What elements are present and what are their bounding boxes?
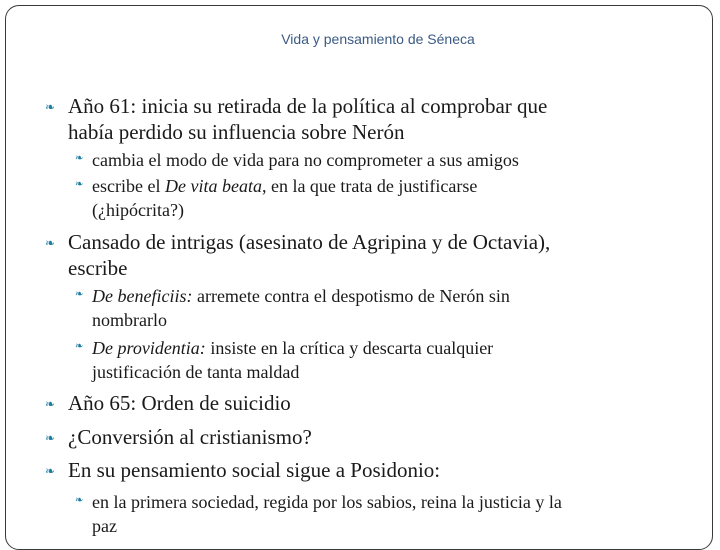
item-text-continued: justificación de tanta maldad bbox=[92, 362, 300, 382]
fleuron-bullet-icon: ❧ bbox=[75, 179, 84, 190]
fleuron-bullet-icon: ❧ bbox=[45, 464, 56, 478]
fleuron-bullet-icon: ❧ bbox=[75, 153, 84, 164]
item-text: De beneficiis: arremete contra el despotismo de Nerón sin bbox=[92, 286, 510, 306]
sub-bullet-item bbox=[75, 174, 652, 222]
item-text: ¿Conversión al cristianismo? bbox=[68, 425, 312, 449]
book-title: De beneficiis: bbox=[92, 286, 193, 306]
book-title: De vita beata bbox=[164, 176, 262, 196]
item-text-continued: había perdido su influencia sobre Nerón bbox=[68, 120, 405, 144]
bullet-item bbox=[45, 424, 668, 450]
item-text-continued: nombrarlo bbox=[92, 310, 167, 330]
item-text: Cansado de intrigas (asesinato de Agripina y de Octavia), bbox=[68, 230, 551, 254]
sub-bullet-item bbox=[75, 336, 652, 384]
fleuron-bullet-icon: ❧ bbox=[45, 397, 56, 411]
sub-bullet-item bbox=[75, 284, 652, 332]
item-text: En su pensamiento social sigue a Posidonio: bbox=[68, 458, 441, 482]
sub-bullet-item bbox=[75, 148, 652, 172]
fleuron-bullet-icon: ❧ bbox=[45, 431, 56, 445]
sub-bullet-item bbox=[75, 490, 652, 538]
item-text-continued: escribe bbox=[68, 256, 128, 280]
item-text: en la primera sociedad, regida por los sabios, reina la justicia y la bbox=[92, 492, 562, 512]
fleuron-bullet-icon: ❧ bbox=[75, 341, 84, 352]
bullet-item bbox=[45, 229, 668, 281]
fleuron-bullet-icon: ❧ bbox=[75, 289, 84, 300]
bullet-item bbox=[45, 457, 668, 483]
bullet-item bbox=[45, 390, 668, 416]
item-text: Año 65: Orden de suicidio bbox=[68, 391, 291, 415]
bullet-item bbox=[45, 93, 668, 145]
item-text: escribe el De vita beata, en la que trata de justificarse bbox=[92, 176, 478, 196]
book-title: De providentia: bbox=[92, 338, 206, 358]
fleuron-bullet-icon: ❧ bbox=[45, 100, 56, 114]
item-text: Año 61: inicia su retirada de la política al comprobar que bbox=[68, 94, 548, 118]
fleuron-bullet-icon: ❧ bbox=[75, 495, 84, 506]
item-text: cambia el modo de vida para no comprometer a sus amigos bbox=[92, 150, 519, 170]
slide-header: Vida y pensamiento de Séneca bbox=[281, 31, 475, 47]
fleuron-bullet-icon: ❧ bbox=[45, 236, 56, 250]
item-text-continued: paz bbox=[92, 516, 117, 536]
item-text-continued: (¿hipócrita?) bbox=[92, 200, 184, 220]
item-text: De providentia: insiste en la crítica y descarta cualquier bbox=[92, 338, 494, 358]
